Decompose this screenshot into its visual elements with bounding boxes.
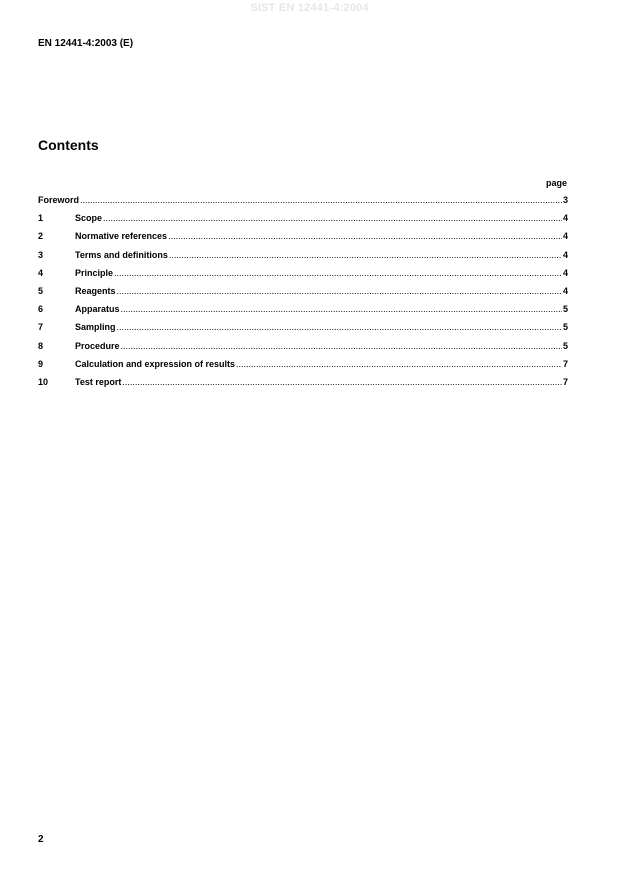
toc-entry-normative-references[interactable] [38,231,568,249]
toc-entry-title: Reagents [75,285,116,296]
toc-entry-number: 5 [38,285,44,296]
toc-entry-page: 4 [562,231,568,242]
toc-entry-procedure[interactable] [38,341,568,359]
toc-entry-number: 6 [38,304,44,315]
toc-dot-leader [121,304,562,314]
toc-entry-page: 4 [562,213,568,224]
toc-entry-page: 4 [562,267,568,278]
toc-entry-title: Scope [75,213,103,224]
toc-entry-title: Terms and definitions [75,249,168,260]
toc-entry-page: 7 [562,376,568,387]
toc-entry-title: Test report [75,376,122,387]
toc-entry-page: 3 [562,195,568,205]
toc-dot-leader [169,250,562,260]
toc-dot-leader [236,359,562,369]
toc-dot-leader [103,213,562,223]
toc-entry-number: 3 [38,249,44,260]
toc-entry-title: Normative references [75,231,168,242]
toc-entry-scope[interactable] [38,213,568,231]
page-column-label: page [545,178,567,188]
toc-entry-title: Sampling [75,322,116,333]
toc-entry-foreword[interactable] [38,195,568,213]
toc-entry-reagents[interactable] [38,286,568,304]
toc-entry-number: 9 [38,358,44,369]
toc-dot-leader [168,231,562,241]
toc-entry-number: 10 [38,376,49,387]
toc-dot-leader [117,322,562,332]
toc-entry-number: 4 [38,267,44,278]
toc-entry-page: 4 [562,285,568,296]
toc-entry-apparatus[interactable] [38,304,568,322]
toc-entry-title: Foreword [38,195,80,205]
toc-entry-title: Calculation and expression of results [75,358,236,369]
toc-entry-page: 4 [562,249,568,260]
toc-entry-number: 1 [38,213,44,224]
table-of-contents [38,195,568,395]
toc-entry-sampling[interactable] [38,322,568,340]
toc-entry-terms-and-definitions[interactable] [38,250,568,268]
toc-entry-page: 5 [562,322,568,333]
page-number: 2 [38,834,44,845]
toc-entry-title: Apparatus [75,304,120,315]
toc-entry-principle[interactable] [38,268,568,286]
toc-dot-leader [122,377,562,387]
toc-entry-title: Procedure [75,340,120,351]
toc-dot-leader [117,286,562,296]
toc-entry-calculation[interactable] [38,359,568,377]
toc-dot-leader [121,341,562,351]
toc-entry-number: 7 [38,322,44,333]
toc-entry-test-report[interactable] [38,377,568,395]
toc-entry-number: 8 [38,340,44,351]
document-id: EN 12441-4:2003 (E) [38,38,134,49]
toc-dot-leader [114,268,562,278]
toc-entry-page: 5 [562,304,568,315]
watermark: SIST EN 12441-4:2004 [250,2,369,14]
toc-entry-page: 5 [562,340,568,351]
toc-entry-number: 2 [38,231,44,242]
toc-entry-page: 7 [562,358,568,369]
toc-dot-leader [80,195,562,205]
contents-heading: Contents [38,137,99,153]
toc-entry-title: Principle [75,267,114,278]
